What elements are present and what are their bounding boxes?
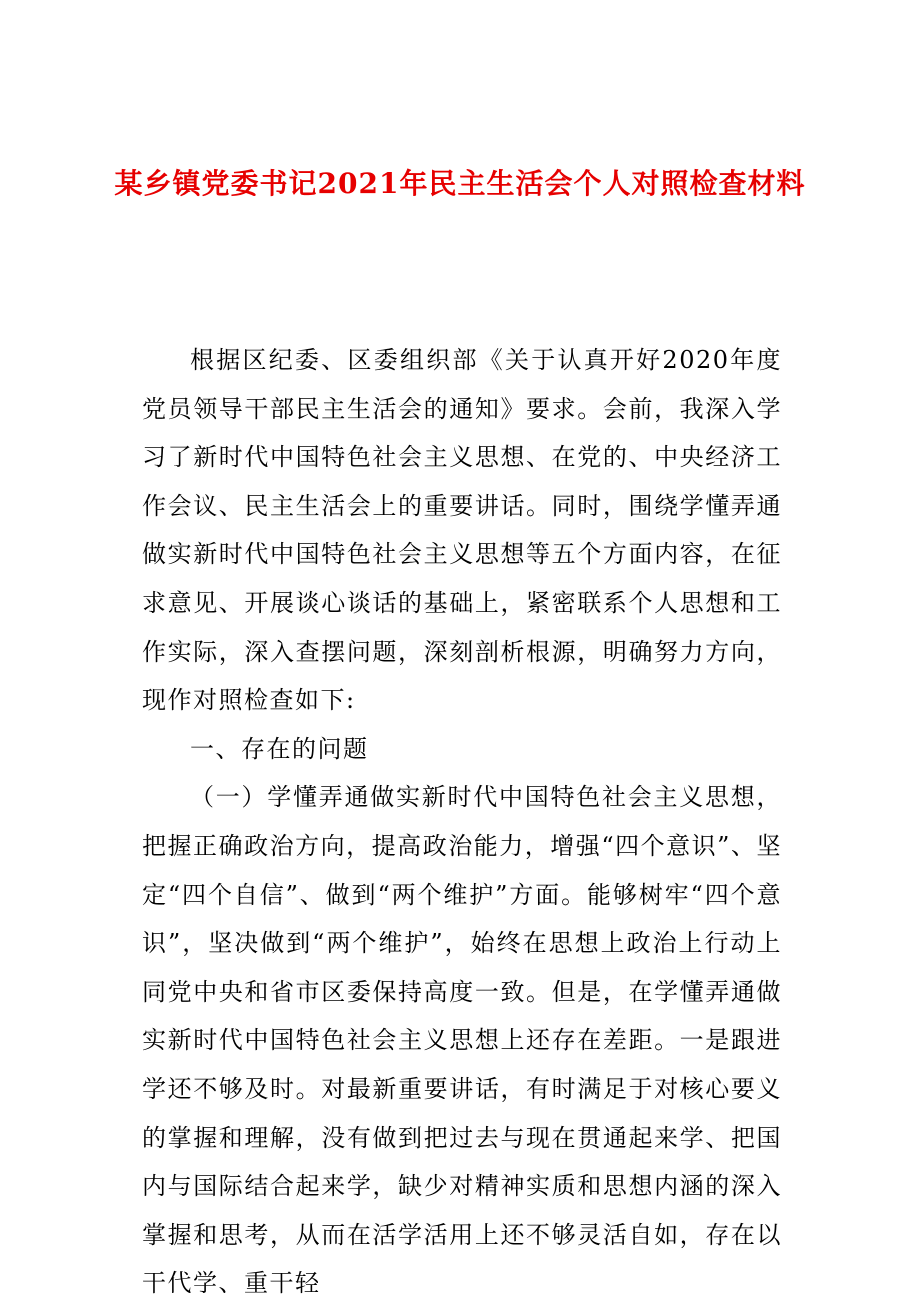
section-heading-problems: 一、存在的问题	[190, 734, 369, 763]
document-title: 某乡镇党委书记2021年民主生活会个人对照检查材料	[114, 167, 806, 200]
paragraph-section-one: （一）学懂弄通做实新时代中国特色社会主义思想，把握正确政治方向，提高政治能力，增强“四个意识”、坚定“四个自信”、做到“两个维护”方面。能够树牢“四个意识”，坚决做到“两个维护”，始终在思想上政治上行动上同党中央和省市区委保持高度一致。但是，在学懂弄通做实新时代中国特色社会主义思想上还存在差距。一是跟进学还不够及时。对最新重要讲话，有时满足于对核心要义的掌握和理解，没有做到把过去与现在贯通起来学、把国内与国际结合起来学，缺少对精神实质和思想内涵的深入掌握和思考，从而在活学活用上还不够灵活自如，存在以干代学、重干轻	[142, 783, 782, 1298]
document-body	[142, 336, 782, 1308]
paragraph-intro: 根据区纪委、区委组织部《关于认真开好2020年度党员领导干部民主生活会的通知》要求。会前，我深入学习了新时代中国特色社会主义思想、在党的、中央经济工作会议、民主生活会上的重要讲话。同时，围绕学懂弄通做实新时代中国特色社会主义思想等五个方面内容，在征求意见、开展谈心谈话的基础上，紧密联系个人思想和工作实际，深入查摆问题，深刻剖析根源，明确努力方向，现作对照检查如下:	[142, 346, 782, 715]
